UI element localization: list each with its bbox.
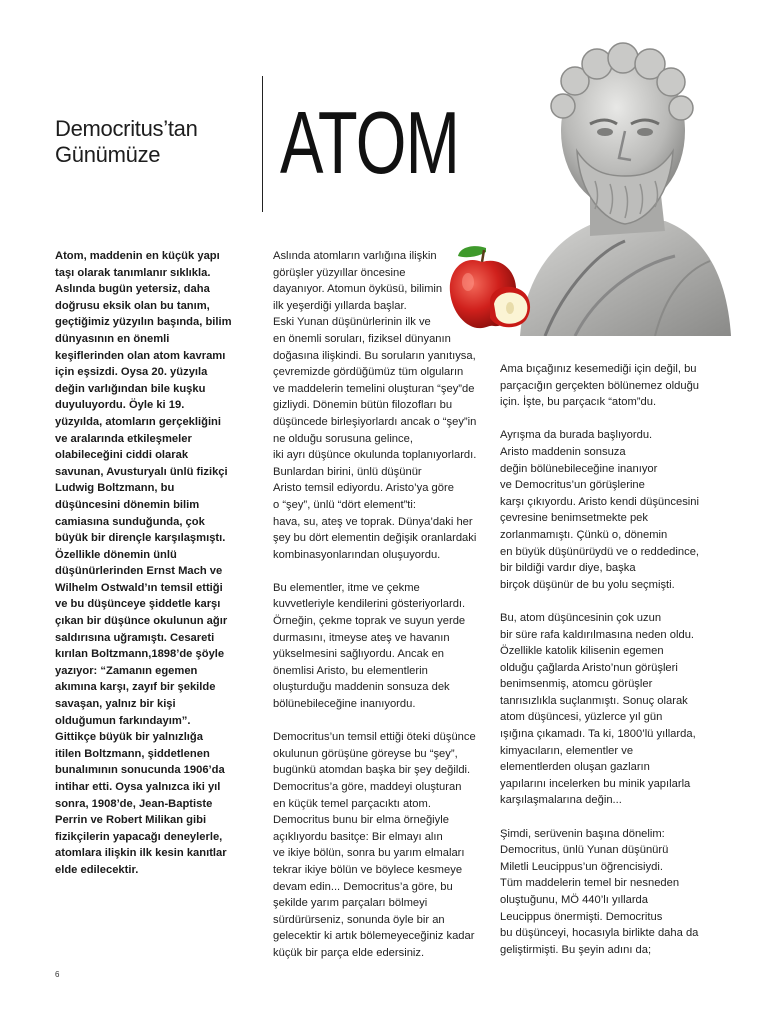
text-line: değin bölünebileceğine inanıyor [500, 462, 658, 475]
text-line: önemlisi Aristo, bu elementlerin [273, 664, 428, 677]
text-line: dünyasının en önemli [55, 332, 170, 345]
text-line: karşı çıkıyordu. Aristo kendi düşüncesini [500, 495, 699, 508]
text-line: olabileceğini ciddi olarak [55, 449, 189, 462]
text-line: fizikçilerin yapacağı deneylerle, [55, 830, 223, 843]
text-line: doğrusu eksik olan bu tanım, [55, 299, 210, 312]
text-line: en önemli soruları, fiziksel dünyanın [273, 332, 451, 345]
text-line: camiasına sunduğunda, çok [55, 515, 205, 528]
text-line: Perrin ve Robert Milikan gibi [55, 814, 207, 827]
text-line: kimyacıların, elementler ve [500, 744, 634, 757]
text-line: değin varlığından bile kuşku [55, 382, 206, 395]
text-line: şekilde yarım parçaları bölmeyi [273, 897, 428, 910]
text-line: şey bu dört elementin değişik oranlardaki [273, 532, 477, 545]
text-line: Atom, maddenin en küçük yapı [55, 250, 220, 262]
text-line: bölünebileceğine inanıyordu. [273, 698, 416, 711]
text-line: görüşler yüzyıllar öncesine [273, 266, 406, 279]
text-line: yazıyor: “Zamanın egemen [55, 664, 198, 677]
page-title: ATOM [280, 93, 460, 192]
text-line: tanrısızlıkla suçlanmıştı. Sonuç olarak [500, 694, 688, 707]
text-line: sürdürürseniz, sonunda öyle bir an [273, 913, 445, 926]
text-line: oluştuğunu, MÖ 440’lı yıllarda [500, 894, 649, 906]
text-line: Şimdi, serüvenin başına dönelim: [500, 827, 665, 840]
paragraph [273, 580, 483, 713]
text-line: bugünkü atomdan başka bir şey değildi. [273, 764, 471, 777]
text-line: geliştirmişti. Bu şeyin adını da; [500, 943, 652, 956]
text-line: doğasına ilişkindi. Bu soruların yanıtıysa, [273, 349, 476, 362]
text-line: en büyük düşünürüydü ve o reddedince, [500, 545, 700, 558]
paragraph [500, 610, 710, 809]
text-line: atom düşüncesi, yüzlerce yıl gün [500, 711, 663, 724]
text-line: Bu, atom düşüncesinin çok uzun [500, 611, 662, 624]
text-line: geçtiğimiz yüzyılın başında, bilim [55, 316, 232, 329]
paragraph [500, 427, 710, 593]
text-line: büyük bir dirençle karşılaşmıştı. [55, 532, 226, 545]
text-line: ve aralarında etkileşmeler [55, 432, 192, 445]
text-line: akımına karşı, zayıf bir şekilde [55, 681, 216, 694]
text-line: elde edilecektir. [55, 863, 139, 876]
middle-column [273, 248, 483, 978]
text-line: Democritus, ünlü Yunan düşünürü [500, 844, 669, 857]
text-line: için eşsizdi. Oysa 20. yüzyıla [55, 366, 208, 379]
text-line: gizliydi. Dönemin bütün filozofları bu [273, 399, 453, 412]
text-line: Aslında atomların varlığına ilişkin [273, 250, 437, 262]
text-line: Gittikçe büyük bir yalnızlığa [55, 731, 203, 744]
text-line: Aristo maddenin sonsuza [500, 445, 626, 458]
text-line: Democritus bunu bir elma örneğiyle [273, 814, 449, 827]
text-line: atomlara ilişkin ilk kesin kanıtlar [55, 847, 227, 860]
paragraph [273, 729, 483, 961]
text-line: o “şey”, ünlü “dört element”ti: [273, 498, 417, 511]
text-line: keşiflerinden olan atom kavramı [55, 349, 226, 362]
vertical-divider [262, 76, 263, 212]
democritus-bust-image [505, 36, 735, 336]
text-line: düşünürlerinden Ernst Mach ve [55, 565, 223, 578]
text-line: benimsenmiş, atomcu görüşler [500, 678, 653, 691]
text-line: sonra, 1908’de, Jean-Baptiste [55, 797, 213, 810]
text-line: ışığına çıkamadı. Ta ki, 1800’lü yıllarda, [500, 728, 696, 741]
subtitle-line-2: Günümüze [55, 142, 161, 167]
text-line: olduğu çağlarda Aristo’nun görüşleri [500, 661, 678, 674]
text-line: zorlanmamıştı. Çünkü o, dönemin [500, 528, 668, 541]
text-line: Bunlardan birini, ünlü düşünür [273, 465, 422, 478]
text-line: yüzyılda, atomların gerçekliğini [55, 415, 221, 428]
text-line: birçok düşünür de bu yolu seçmişti. [500, 578, 675, 591]
right-column [500, 361, 710, 975]
text-line: saldırısına uğramıştı. Cesareti [55, 631, 215, 644]
text-line: çevresine benimsetmekte pek [500, 512, 648, 525]
text-line: ve maddelerin temelini oluşturan “şey”de [273, 382, 475, 395]
text-line: Aslında bugün yetersiz, daha [55, 283, 210, 296]
text-line: bunalımının sonucunda 1906’da [55, 764, 225, 777]
text-line: ve ikiye bölün, sonra bu yarım elmaları [273, 847, 465, 860]
text-line: küçük bir parça elde edersiniz. [273, 946, 425, 959]
text-line: savunan, Avusturyalı ünlü fizikçi [55, 465, 228, 478]
text-line: devam edin... Democritus’a göre, bu [273, 880, 453, 893]
text-line: çıkan bir düşünce okulunun ağır [55, 615, 228, 628]
text-line: okulunun görüşüne göreyse bu “şey”, [273, 747, 458, 760]
text-line: duyuluyordu. Öyle ki 19. [55, 399, 185, 412]
text-line: kombinasyonlarından oluşuyordu. [273, 548, 441, 561]
text-line: çevremizde gördüğümüz tüm olguların [273, 366, 464, 379]
text-line: ilk yeşerdiği yıllarda başlar. [273, 299, 407, 312]
intro-column [55, 248, 255, 879]
text-line: bu düşünceyi, hocasıyla birlikte daha da [500, 927, 699, 940]
subtitle [55, 116, 255, 168]
text-line: açıklıyordu basitçe: Bir elmayı alın [273, 830, 443, 843]
text-line: Bu elementler, itme ve çekme [273, 581, 420, 594]
text-line: savaşan, yalnız bir kişi [55, 698, 176, 711]
text-line: taşı olarak tanımlanır sıklıkla. [55, 266, 211, 279]
text-line: Ludwig Boltzmann, bu [55, 482, 175, 495]
text-line: bir bildiği vardır diye, başka [500, 562, 636, 575]
text-line: Aristo temsil ediyordu. Aristo’ya göre [273, 482, 454, 495]
page-number: 6 [55, 970, 60, 979]
text-line: olduğumun farkındayım”. [55, 714, 191, 727]
text-line: tekrar ikiye bölün ve böylece kesmeye [273, 863, 463, 876]
text-line: Özellikle katolik kilisenin egemen [500, 645, 664, 658]
text-line: Democritus’un temsil ettiği öteki düşünce [273, 731, 476, 744]
text-line: Tüm maddelerin temel bir nesneden [500, 877, 680, 890]
text-line: Miletli Leucippus’un öğrencisiydi. [500, 860, 663, 873]
text-line: bir süre rafa kaldırılmasına neden oldu. [500, 628, 695, 641]
text-line: ve bu düşünceye şiddetle karşı [55, 598, 221, 611]
text-line: Örneğin, çekme toprak ve suyun yerde [273, 615, 466, 628]
paragraph [500, 826, 710, 959]
text-line: yapılarını incelerken bu minik yapılarla [500, 777, 691, 790]
text-line: Özellikle dönemin ünlü [55, 548, 177, 561]
text-line: karşılaşmalarına değin... [500, 794, 622, 807]
text-line: ve Democritus’un görüşlerine [500, 479, 645, 492]
text-line: Eski Yunan düşünürlerinin ilk ve [273, 316, 431, 329]
text-line: kuvvetleriyle kendilerini gösteriyorlardı. [273, 598, 466, 611]
text-line: iki ayrı düşünce okulunda toplanıyorlardı. [273, 449, 477, 462]
text-line: Ama bıçağınız kesemediği için değil, bu [500, 363, 697, 375]
text-line: Democritus’a göre, maddeyi oluşturan [273, 781, 462, 793]
text-line: en küçük temel parçacıktı atom. [273, 797, 431, 810]
text-line: Ayrışma da burada başlıyordu. [500, 429, 653, 442]
text-line: hava, su, ateş ve toprak. Dünya’daki her [273, 515, 473, 528]
text-line: oluşturduğu maddenin sonsuza dek [273, 681, 450, 694]
paragraph [273, 248, 483, 563]
text-line: düşüncesini dönemin bilim [55, 498, 200, 511]
text-line: dayanıyor. Atomun öyküsü, bilimin [273, 283, 443, 296]
text-line: yükselmesini sağlıyordu. Ancak en [273, 648, 445, 661]
text-line: ne olduğu sorusuna gelince, [273, 432, 413, 445]
text-line: Wilhelm Ostwald’ın temsil ettiği [55, 581, 223, 594]
text-line: durmasını, itmeyse ateş ve havanın [273, 631, 450, 644]
text-line: parçacığın gerçekten bölünemez olduğu [500, 379, 700, 392]
text-line: itilen Boltzmann, şiddetlenen [55, 747, 210, 760]
text-line: gelecektir ki artık bölemeyeceğiniz kadar [273, 930, 475, 943]
text-line: kırılan Boltzmann,1898’de şöyle [55, 648, 225, 661]
text-line: Leucippus önermişti. Democritus [500, 910, 663, 923]
paragraph [500, 361, 710, 411]
text-line: elementlerden oluşan gazların [500, 761, 650, 774]
text-line: için. İşte, bu parçacık “atom”du. [500, 396, 657, 409]
subtitle-line-1: Democritus’tan [55, 116, 198, 141]
text-line: düşüncede birleşiyorlardı ancak o “şey”in [273, 415, 477, 428]
text-line: intihar etti. Oysa yalnızca iki yıl [55, 781, 221, 793]
